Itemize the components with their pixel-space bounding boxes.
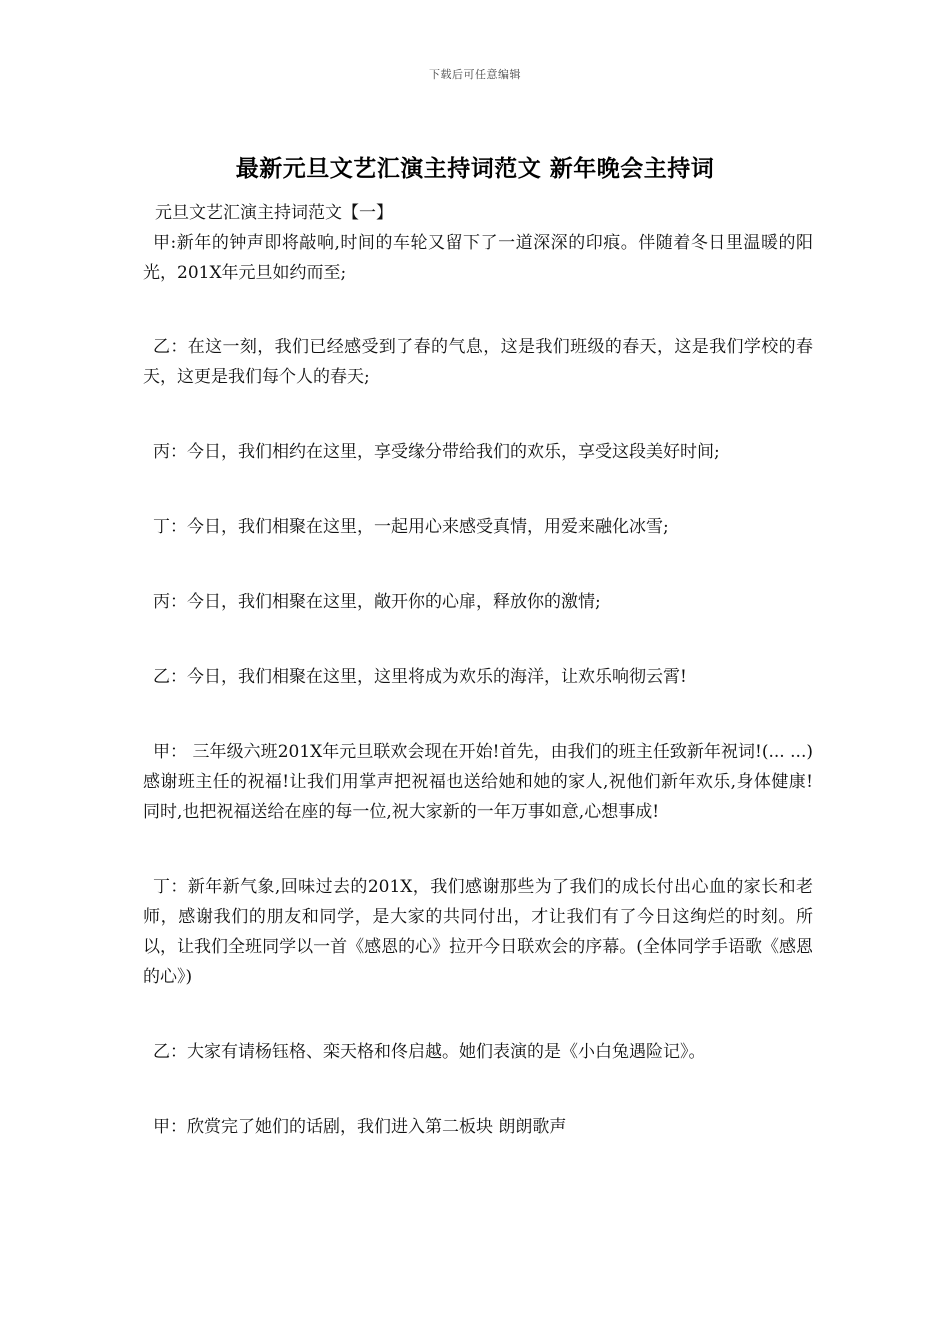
paragraph: 甲： 三年级六班201X年元旦联欢会现在开始!首先，由我们的班主任致新年祝词!(... ...)感谢班主任的祝福!让我们用掌声把祝福也送给她和她的家人,祝他们新年欢乐,身体健康!同时,也把祝福送给在座的每一位,祝大家新的一年万事如意,心想事成! (143, 742, 813, 822)
paragraph: 丙：今日，我们相约在这里，享受缘分带给我们的欢乐，享受这段美好时间; (153, 442, 720, 462)
paragraph: 丙：今日，我们相聚在这里，敞开你的心扉，释放你的激情; (153, 592, 601, 612)
paragraph: 甲：欣赏完了她们的话剧，我们进入第二板块 朗朗歌声 (153, 1117, 567, 1137)
paragraph: 乙：在这一刻，我们已经感受到了春的气息，这是我们班级的春天，这是我们学校的春天，这更是我们每个人的春天; (143, 337, 813, 387)
paragraph: 乙：大家有请杨钰格、栾天格和佟启越。她们表演的是《小白兔遇险记》。 (153, 1042, 706, 1062)
header-note: 下载后可任意编辑 (429, 68, 521, 81)
paragraph: 甲:新年的钟声即将敲响,时间的车轮又留下了一道深深的印痕。伴随着冬日里温暖的阳光，201X年元旦如约而至; (143, 233, 813, 283)
paragraph: 乙：今日，我们相聚在这里，这里将成为欢乐的海洋，让欢乐响彻云霄! (153, 667, 687, 687)
paragraph: 丁：今日，我们相聚在这里，一起用心来感受真情，用爱来融化冰雪; (153, 517, 669, 537)
paragraph: 丁：新年新气象,回味过去的201X，我们感谢那些为了我们的成长付出心血的家长和老师，感谢我们的朋友和同学，是大家的共同付出，才让我们有了今日这绚烂的时刻。所以，让我们全班同学以一首《感恩的心》拉开今日联欢会的序幕。(全体同学手语歌《感恩的心》) (143, 877, 813, 987)
document-body (143, 198, 813, 1142)
document-title: 最新元旦文艺汇演主持词范文 新年晚会主持词 (235, 155, 715, 182)
section-subtitle: 元旦文艺汇演主持词范文【一】 (155, 203, 393, 223)
